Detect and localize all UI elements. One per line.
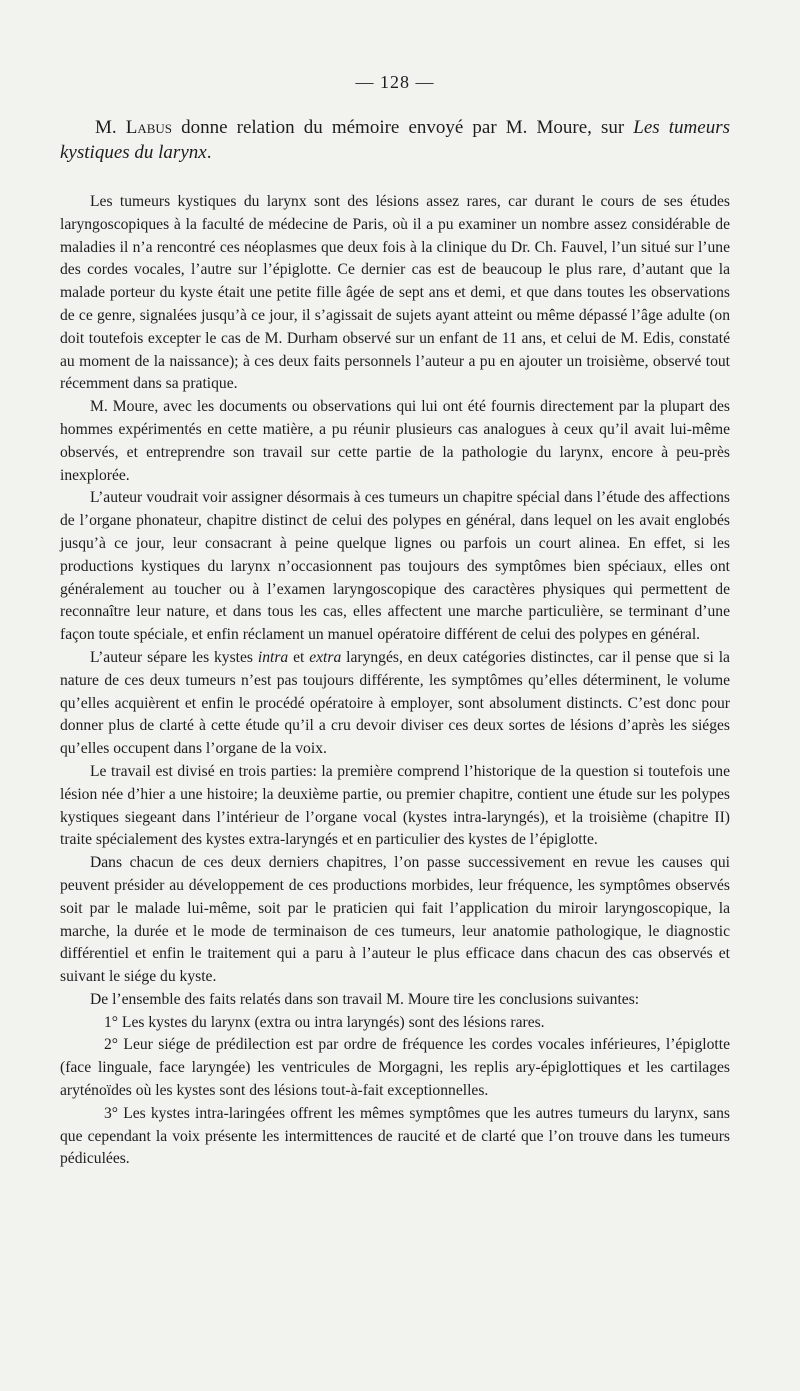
heading-text: donne relation du mémoire envoyé par M. Moure, sur	[172, 117, 634, 138]
term-intra: intra	[257, 648, 289, 666]
paragraph-5: Le travail est divisé en trois parties: la première comprend l’historique de la question si toutefois une lésion née d’hier a une histoire; la deuxième partie, ou premier chapitre, contient une étude sur les polypes kystiques siegeant dans l’intérieur de l’organe vocal (kystes intra-laryngés), et la troisième (chapitre II) traite spécialement des kystes extra-laryngés et en particulier des kystes de l’épiglotte.	[60, 762, 730, 849]
paragraph-7: De l’ensemble des faits relatés dans son travail M. Moure tire les conclusions suivantes:	[90, 990, 640, 1008]
paragraph-3: L’auteur voudrait voir assigner désormais à ces tumeurs un chapitre spécial dans l’étude des affections de l’organe phonateur, chapitre distinct de celui des polypes en général, dans lequel on les avait englobés jusqu’à ce jour, leur consacrant à peine quelque lignes ou parfois un court alinea. En effet, si les productions kystiques du larynx n’occasionnent pas toujours des symptômes bien spéciaux, elles ont généralement au toucher ou à l’examen laryngoscopique des caractères physiques qui permettent de reconnaître leur nature, et dans tous les cas, elles affectent une marche particulière, se terminant d’une façon toute spéciale, et enfin réclament un manuel opératoire différent de celui des polypes en général.	[60, 489, 730, 644]
paragraph-2: M. Moure, avec les documents ou observations qui lui ont été fournis directement par la plupart des hommes expérimentés en cette matière, a pu réunir plusieurs cas analogues à ceux qu’il avait lui-même observés, et entreprendre son travail sur cette partie de la pathologie du larynx, encore à peu-près inexplorée.	[60, 398, 730, 484]
body-text	[60, 191, 730, 1171]
memoir-title: Les tumeurs kystiques du larynx	[60, 117, 730, 163]
paragraph-6: Dans chacun de ces deux derniers chapitres, l’on passe successivement en revue les causes qui peuvent présider au développement de ces productions morbides, leur fréquence, les symptômes observés soit par le malade lui-même, soit par le praticien qui fait l’application du miroir laryngoscopique, la marche, la durée et le mode de terminaison de ces tumeurs, leur anatomie pathologique, le diagnostic différentiel et enfin le traitement qui a paru à l’auteur le plus efficace dans chacun des cas observés et suivant le siége du kyste.	[60, 854, 730, 986]
page-number: — 128 —	[355, 72, 435, 92]
conclusion-3: 3° Les kystes intra-laringées offrent les mêmes symptômes que les autres tumeurs du larynx, sans que cependant la voix présente les intermittences de raucité et de clarté que l’on trouve dans les tumeurs pédiculées.	[60, 1104, 730, 1168]
conclusion-1: 1° Les kystes du larynx (extra ou intra laryngés) sont des lésions rares.	[104, 1013, 545, 1031]
paragraph-4-start: L’auteur sépare les kystes	[90, 648, 258, 666]
conclusion-2: 2° Leur siége de prédilection est par ordre de fréquence les cordes vocales inférieures, l’épiglotte (face linguale, face laryngée) les ventricules de Morgagni, les replis ary-épiglottiques et les cartilages aryténoïdes où les kystes sont des lésions tout-à-fait exceptionnelles.	[60, 1036, 730, 1100]
term-extra: extra	[309, 648, 342, 666]
paragraph-4-end: laryngés, en deux catégories distinctes, car il pense que si la nature de ces deux tumeurs n’est pas toujours différente, les symptômes qu’elles déterminent, le volume qu’elles acquièrent et enfin le procédé opératoire à employer, sont absolument distincts. C’est donc pour donner plus de clarté à cette étude qu’il a cru devoir diviser ces deux sortes de lésions d’après les siéges qu’elles occupent dans l’organe de la voix.	[60, 648, 730, 758]
heading-end: .	[206, 142, 212, 163]
paragraph-4-middle: et	[288, 648, 310, 666]
section-heading	[60, 115, 730, 165]
paragraph-1: Les tumeurs kystiques du larynx sont des lésions assez rares, car durant le cours de ses études laryngoscopiques à la faculté de médecine de Paris, où il a pu examiner un nombre assez considérable de maladies il n’a rencontré ces néoplasmes que deux fois à la clinique du Dr. Ch. Fauvel, l’un situé sur l’une des cordes vocales, l’autre sur l’épiglotte. Ce dernier cas est de beaucoup le plus rare, d’autant que la malade porteur du kyste était une petite fille âgée de sept ans et demi, et que dans toutes les observations de ce genre, signalées jusqu’à ce jour, il s’agissait de sujets ayant atteint ou même dépassé l’âge adulte (on doit toutefois excepter le cas de M. Durham observé sur un enfant de 11 ans, et celui de M. Edis, constaté au moment de la naissance); à ces deux faits personnels l’auteur a pu en ajouter un troisième, observé tout récemment dans sa pratique.	[60, 193, 730, 393]
paragraph-4	[60, 647, 730, 761]
speaker-name: M. Labus	[95, 117, 173, 138]
